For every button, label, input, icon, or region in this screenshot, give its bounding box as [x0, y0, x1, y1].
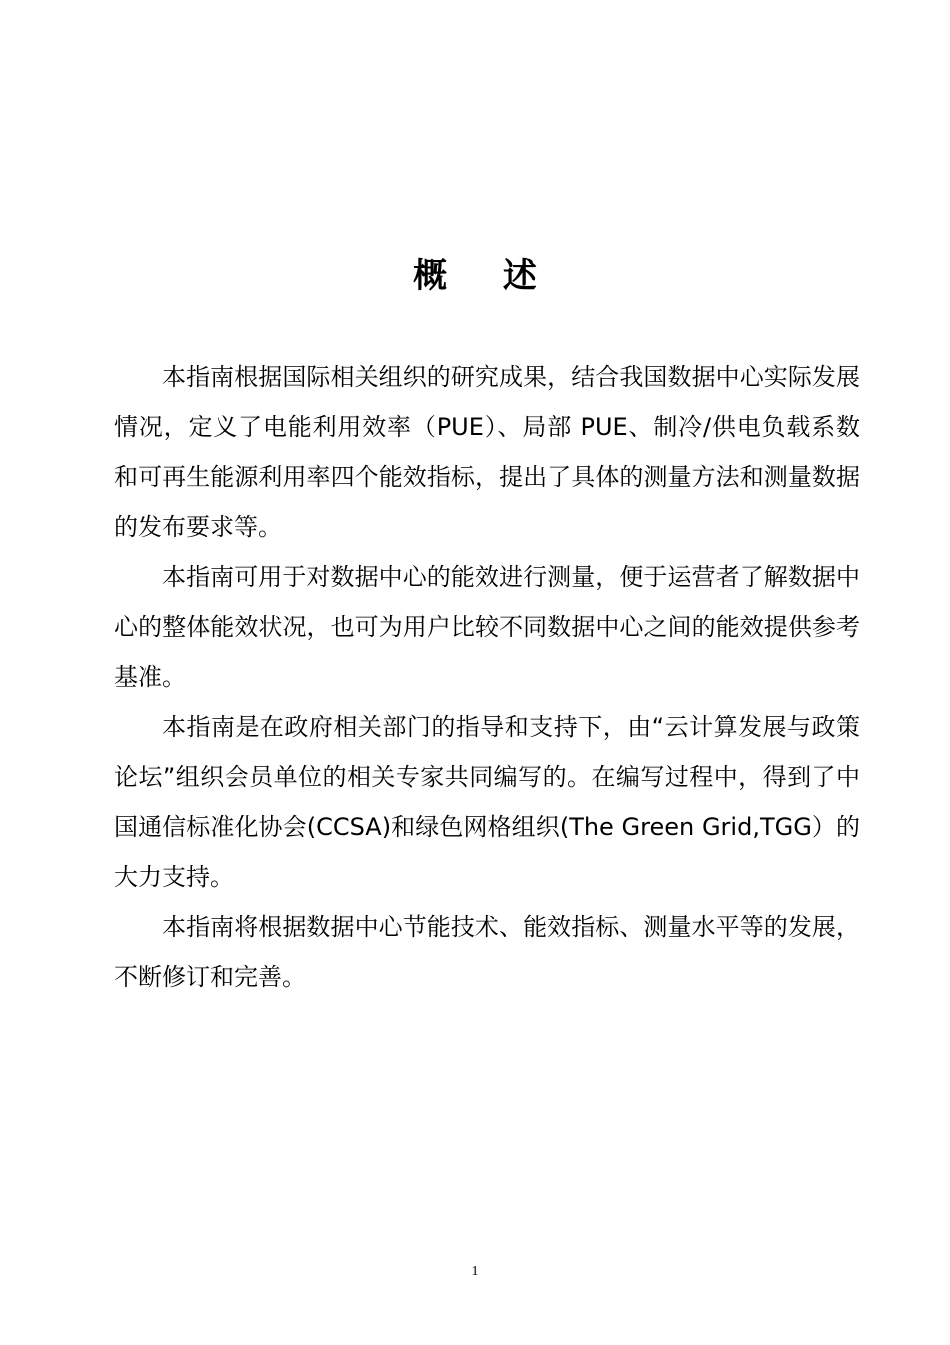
paragraph-overview-3: 本指南是在政府相关部门的指导和支持下，由“云计算发展与政策论坛”组织会员单位的相关专家共同编写的。在编写过程中，得到了中国通信标准化协会(CCSA)和绿色网格组织(The Green Grid,TGG）的大力支持。: [114, 713, 860, 891]
page-title: 概 述: [413, 255, 559, 296]
page-number: 1: [471, 1264, 479, 1279]
paragraph-overview-2: 本指南可用于对数据中心的能效进行测量，便于运营者了解数据中心的整体能效状况，也可为用户比较不同数据中心之间的能效提供参考基准。: [114, 563, 860, 691]
paragraph-overview-1: 本指南根据国际相关组织的研究成果，结合我国数据中心实际发展情况，定义了电能利用效率（PUE）、局部 PUE、制冷/供电负载系数和可再生能源利用率四个能效指标，提出了具体的测量方法和测量数据的发布要求等。: [114, 363, 860, 541]
paragraph-overview-4: 本指南将根据数据中心节能技术、能效指标、测量水平等的发展，不断修订和完善。: [114, 913, 860, 991]
document-body: [114, 352, 860, 1002]
